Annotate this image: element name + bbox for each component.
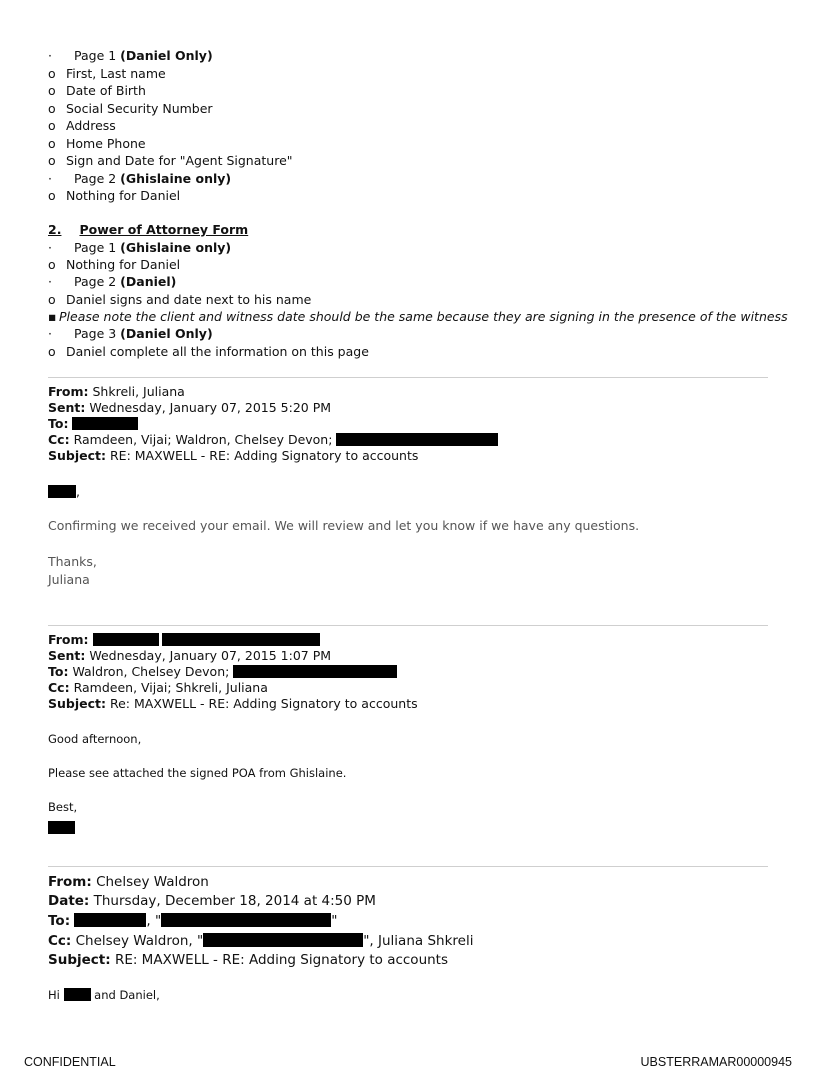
checklist-item: o Nothing for Daniel (48, 188, 181, 203)
email-from: From: (48, 631, 320, 648)
checklist-note: ▪ Please note the client and witness date should be the same because they are signing in the presence of the witness (48, 309, 788, 324)
footer-confidential: CONFIDENTIAL (24, 1055, 116, 1069)
email-signature: Juliana (48, 572, 90, 587)
email-greeting: , (48, 483, 80, 500)
redaction-bar (203, 933, 363, 947)
checklist-item: · Page 2 (Daniel) (48, 274, 177, 289)
email-cc: Cc: Ramdeen, Vijai; Waldron, Chelsey Devon; (48, 431, 498, 448)
section-heading: 2. Power of Attorney Form (48, 222, 249, 237)
email-cc: Cc: Chelsey Waldron, " ", Juliana Shkreli (48, 933, 474, 949)
redaction-bar (64, 988, 91, 1001)
email-signature (48, 818, 75, 837)
checklist-item: · Page 2 (Ghislaine only) (48, 171, 232, 186)
redaction-bar (93, 633, 159, 646)
email-subject: Subject: Re: MAXWELL - RE: Adding Signatory to accounts (48, 696, 418, 711)
email-cc: Cc: Ramdeen, Vijai; Shkreli, Juliana (48, 680, 268, 695)
email-from: From: Shkreli, Juliana (48, 384, 185, 399)
checklist-item: · Page 3 (Daniel Only) (48, 326, 213, 341)
checklist-item: · Page 1 (Ghislaine only) (48, 240, 232, 255)
email-sent: Sent: Wednesday, January 07, 2015 5:20 PM (48, 400, 332, 415)
checklist-item: o Home Phone (48, 136, 146, 151)
redaction-bar (161, 913, 331, 927)
email-body: Please see attached the signed POA from Ghislaine. (48, 766, 347, 780)
email-sent: Sent: Wednesday, January 07, 2015 1:07 PM (48, 648, 332, 663)
email-subject: Subject: RE: MAXWELL - RE: Adding Signatory to accounts (48, 448, 419, 463)
checklist-item: o Daniel signs and date next to his name (48, 292, 312, 307)
email-signoff: Best, (48, 800, 78, 814)
redaction-bar (48, 485, 76, 498)
email-greeting: Hi and Daniel, (48, 988, 160, 1002)
divider (48, 377, 768, 378)
checklist-item: o Nothing for Daniel (48, 257, 181, 272)
checklist-item: · Page 1 (Daniel Only) (48, 48, 213, 63)
checklist-item: o Sign and Date for "Agent Signature" (48, 153, 293, 168)
divider (48, 866, 768, 867)
redaction-bar (48, 821, 75, 834)
redaction-bar (162, 633, 320, 646)
checklist-item: o Daniel complete all the information on this page (48, 344, 369, 359)
email-body: Confirming we received your email. We will review and let you know if we have any questions. (48, 518, 640, 533)
email-subject: Subject: RE: MAXWELL - RE: Adding Signatory to accounts (48, 952, 449, 968)
email-from: From: Chelsey Waldron (48, 874, 209, 890)
footer-bates-number: UBSTERRAMAR00000945 (640, 1055, 792, 1069)
checklist-item: o Date of Birth (48, 83, 146, 98)
email-to: To: (48, 415, 138, 432)
redaction-bar (72, 417, 138, 430)
redaction-bar (336, 433, 498, 446)
redaction-bar (74, 913, 146, 927)
checklist-item: o Social Security Number (48, 101, 213, 116)
email-to: To: , " " (48, 913, 338, 929)
checklist-item: o Address (48, 118, 116, 133)
redaction-bar (233, 665, 397, 678)
email-to: To: Waldron, Chelsey Devon; (48, 663, 397, 680)
divider (48, 625, 768, 626)
email-signoff: Thanks, (48, 554, 97, 569)
email-greeting: Good afternoon, (48, 732, 142, 746)
email-date: Date: Thursday, December 18, 2014 at 4:50 PM (48, 893, 376, 909)
checklist-item: o First, Last name (48, 66, 166, 81)
